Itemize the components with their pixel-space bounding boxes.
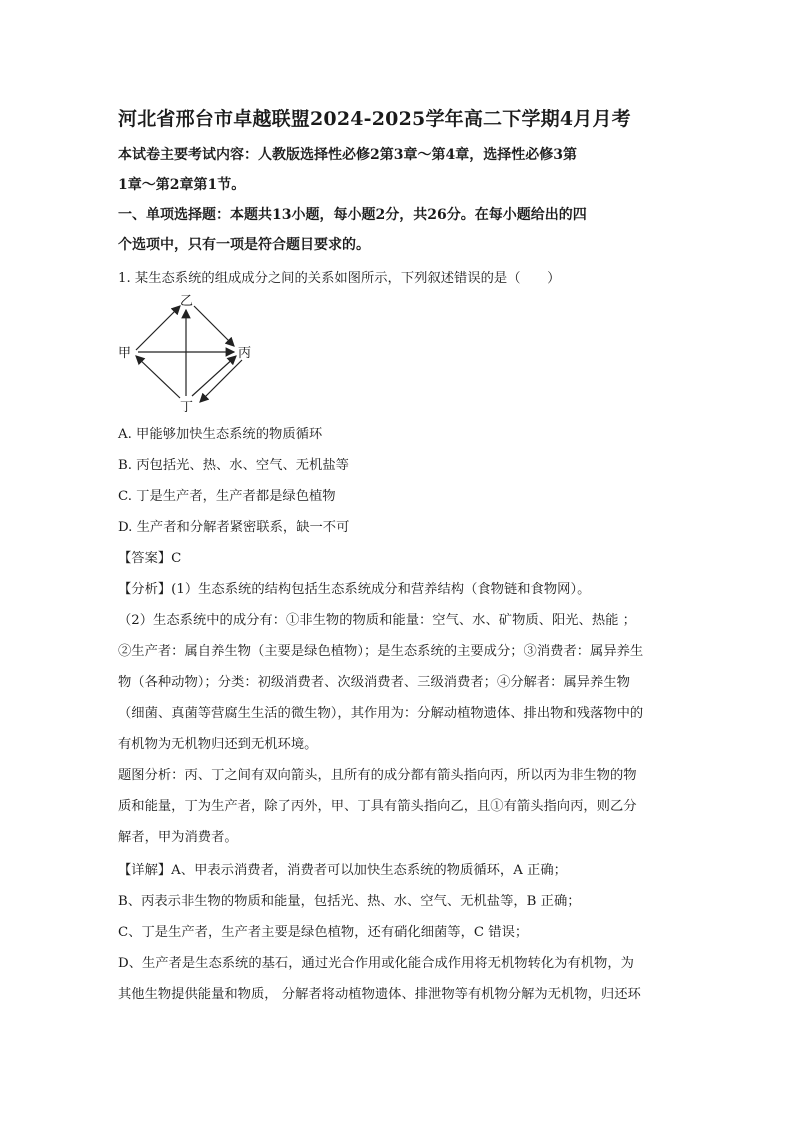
ecosystem-diagram: [118, 292, 268, 412]
answer-line: 【答案】C: [118, 551, 182, 566]
analysis-line-1: 【分析】(1）生态系统的结构包括生态系统成分和营养结构（食物链和食物网）。: [118, 582, 591, 597]
page-title: 河北省邢台市卓越联盟2024-2025学年高二下学期4月月考: [118, 108, 631, 130]
analysis-line-8: 质和能量，丁为生产者，除了丙外，甲、丁具有箭头指向乙，且①有箭头指向丙，则乙分: [118, 799, 637, 814]
arrow-bing-to-ding: [200, 360, 242, 402]
detail-line-1: 【详解】A、甲表示消费者，消费者可以加快生态系统的物质循环，A 正确；: [118, 863, 567, 878]
detail-line-2: B、丙表示非生物的物质和能量，包括光、热、水、空气、无机盐等，B 正确；: [118, 894, 581, 909]
node-jia: 甲: [118, 346, 132, 361]
analysis-line-4: 物（各种动物）；分类：初级消费者、次级消费者、三级消费者；④分解者：属异养生物: [118, 675, 630, 690]
analysis-line-3: ②生产者：属自养生物（主要是绿色植物）；是生态系统的主要成分；③消费者：属异养生: [118, 644, 644, 659]
option-a: A. 甲能够加快生态系统的物质循环: [118, 427, 323, 442]
node-bing: 丙: [238, 346, 252, 361]
intro-line-2: 1章～第2章第1节。: [118, 177, 246, 193]
analysis-line-2: （2）生态系统中的成分有：①非生物的物质和能量：空气、水、矿物质、阳光、热能 ；: [118, 613, 636, 628]
arrow-jia-to-yi: [136, 306, 180, 350]
option-d: D. 生产者和分解者紧密联系，缺一不可: [118, 520, 350, 535]
detail-line-5: 其他生物提供能量和物质， 分解者将动植物遗体、排泄物等有机物分解为无机物，归还环: [118, 987, 641, 1002]
detail-line-3: C、丁是生产者，生产者主要是绿色植物，还有硝化细菌等，C 错误；: [118, 925, 529, 940]
arrow-ding-to-bing: [192, 356, 236, 396]
node-ding: 丁: [180, 400, 194, 412]
analysis-line-6: 有机物为无机物归还到无机环境。: [118, 737, 318, 752]
node-yi: 乙: [180, 294, 194, 309]
arrow-ding-to-jia: [136, 356, 180, 398]
intro-line-1: 本试卷主要考试内容：人教版选择性必修2第3章～第4章，选择性必修3第: [118, 147, 577, 163]
analysis-line-5: （细菌、真菌等营腐生生活的微生物），其作用为：分解动植物遗体、排出物和残落物中的: [118, 706, 644, 721]
question-stem: 1. 某生态系统的组成成分之间的关系如图所示，下列叙述错误的是（ ）: [118, 271, 561, 286]
option-c: C. 丁是生产者，生产者都是绿色植物: [118, 489, 336, 504]
option-b: B. 丙包括光、热、水、空气、无机盐等: [118, 458, 349, 473]
analysis-line-7: 题图分析：丙、丁之间有双向箭头，且所有的成分都有箭头指向丙，所以丙为非生物的物: [118, 768, 637, 783]
section-heading-line-1: 一、单项选择题：本题共13小题，每小题2分，共26分。在每小题给出的四: [118, 207, 587, 223]
analysis-line-9: 解者，甲为消费者。: [118, 830, 238, 845]
arrow-yi-to-bing: [194, 306, 234, 346]
section-heading-line-2: 个选项中，只有一项是符合题目要求的。: [118, 237, 370, 253]
detail-line-4: D、生产者是生态系统的基石，通过光合作用或化能合成作用将无机物转化为有机物，为: [118, 956, 634, 971]
